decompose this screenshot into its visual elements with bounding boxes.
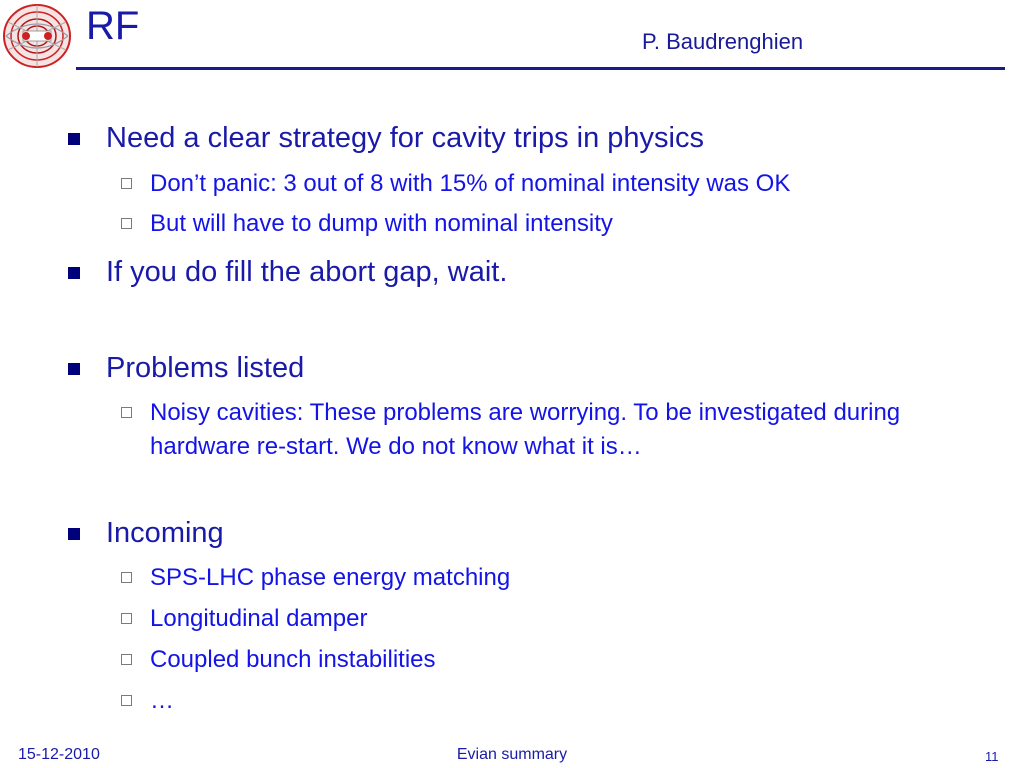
- slide-title: RF: [86, 4, 140, 48]
- sub-bullet-item: [150, 684, 980, 718]
- hollow-square-bullet-icon: [121, 572, 132, 583]
- hollow-square-bullet-icon: [121, 613, 132, 624]
- bullet-text: Need a clear strategy for cavity trips in physics: [106, 122, 704, 154]
- sub-bullet-item: [150, 207, 980, 241]
- hollow-square-bullet-icon: [121, 654, 132, 665]
- bullet-text: If you do fill the abort gap, wait.: [106, 256, 508, 288]
- sub-bullet-text: Don’t panic: 3 out of 8 with 15% of nominal intensity was OK: [150, 170, 791, 197]
- bullet-item: [106, 351, 304, 386]
- footer-title: Evian summary: [456, 746, 568, 763]
- hollow-square-bullet-icon: [121, 695, 132, 706]
- sub-bullet-text: Coupled bunch instabilities: [150, 646, 436, 673]
- bullet-item: [106, 516, 224, 551]
- sub-bullet-item: [150, 167, 980, 201]
- sub-bullet-text: Noisy cavities: These problems are worrying. To be investigated during hardware re-start. We do not know what it is…: [150, 399, 901, 460]
- hollow-square-bullet-icon: [121, 178, 132, 189]
- square-bullet-icon: [68, 133, 80, 145]
- sub-bullet-item: [150, 602, 980, 636]
- hollow-square-bullet-icon: [121, 407, 132, 418]
- page-number: 11: [985, 749, 999, 764]
- bullet-text: Incoming: [106, 517, 224, 549]
- sub-bullet-item: [150, 561, 980, 595]
- sub-bullet-text: Longitudinal damper: [150, 605, 368, 632]
- author-name: P. Baudrenghien: [642, 29, 804, 54]
- sub-bullet-text: But will have to dump with nominal intensity: [150, 210, 613, 237]
- square-bullet-icon: [68, 363, 80, 375]
- square-bullet-icon: [68, 528, 80, 540]
- bullet-text: Problems listed: [106, 352, 305, 384]
- bullet-item: [106, 255, 507, 290]
- bullet-item: [106, 121, 704, 156]
- sub-bullet-item: [150, 643, 980, 677]
- footer-date: 15-12-2010: [18, 746, 100, 763]
- sub-bullet-item: [150, 396, 980, 464]
- square-bullet-icon: [68, 267, 80, 279]
- sub-bullet-text: SPS-LHC phase energy matching: [150, 564, 511, 591]
- hollow-square-bullet-icon: [121, 218, 132, 229]
- sub-bullet-text: …: [150, 687, 174, 714]
